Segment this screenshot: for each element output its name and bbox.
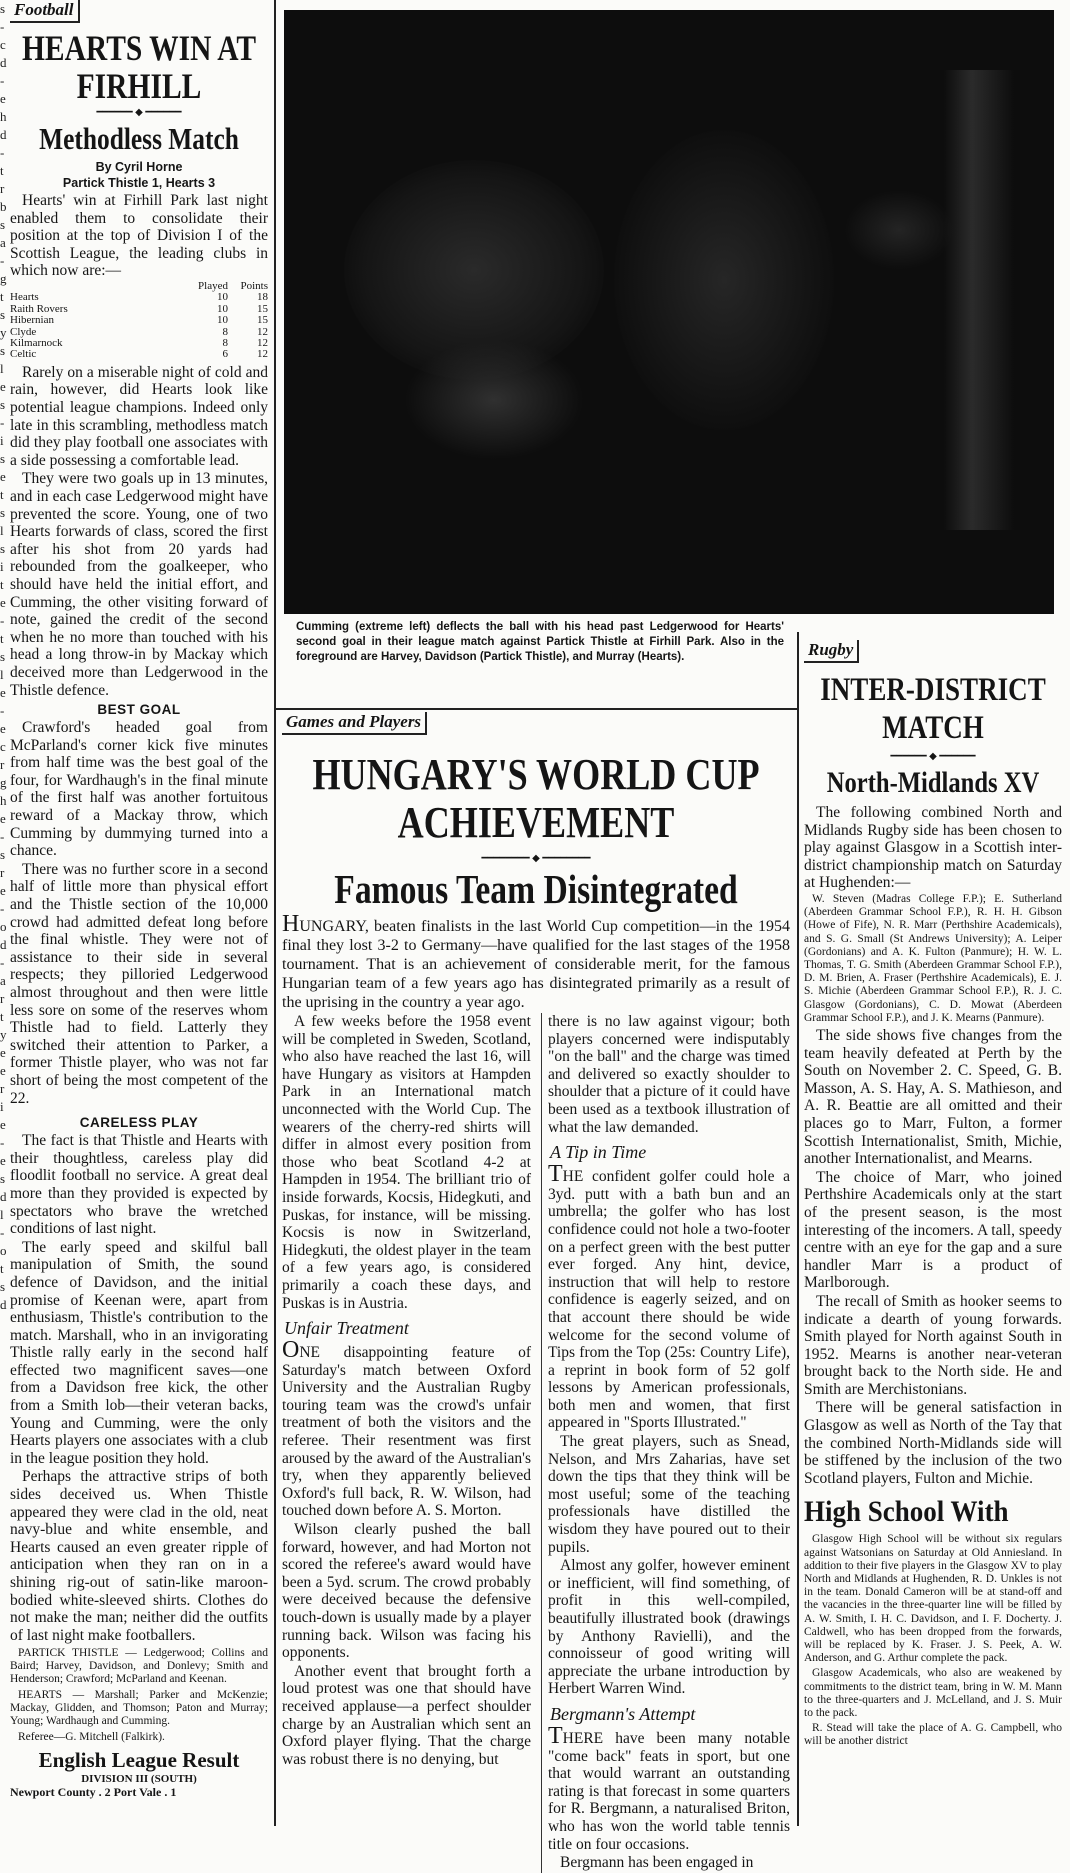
strip-glyph: r — [0, 181, 5, 196]
table-row — [10, 338, 268, 349]
strip-glyph: t — [0, 289, 4, 304]
strip-glyph: c — [0, 739, 6, 754]
strip-glyph: - — [0, 253, 5, 268]
strip-glyph: e — [0, 883, 6, 898]
byline: By Cyril Horne — [95, 160, 183, 174]
strip-glyph: a — [0, 235, 6, 250]
strip-glyph: d — [0, 127, 7, 142]
caption-text: Cumming (extreme left) deflects the ball with his head past Ledgerwood for Hearts' second goal in their league match against Partick Thistle at Firhill Park. Also in the foreground are Harvey, Davidson (Partick Thistle), and Murray (Hearts). — [296, 621, 784, 663]
paragraph: Glasgow Academicals, who also are weakened by commitments to the district team, bring in W. M. Mann to the three-quarters and J. McLelland, and J. S. Muir to the pack. — [804, 1667, 1062, 1720]
strip-glyph: e — [0, 379, 6, 394]
strip-glyph: c — [0, 37, 6, 52]
strip-glyph: b — [0, 199, 7, 214]
strip-glyph: s — [0, 217, 6, 232]
strip-glyph: o — [0, 919, 7, 934]
article-column-1 — [282, 1013, 531, 1873]
division-label: DIVISION III (SOUTH) — [81, 1773, 197, 1786]
strip-glyph: e — [0, 1153, 6, 1168]
paragraph: there is no law against vigour; both players concerned were indisputably "on the ball" and the charge was timed and delivered so exactly shoulder to shoulder that a picture of it could have been used as a textbook illustration of what the law demanded. — [548, 1013, 790, 1136]
paragraph: The fact is that Thistle and Hearts with their thoughtless, careless play did floodlit football no service. A great deal more than they provided is expected by spectators who brave the wretched conditions of last night. — [10, 1132, 268, 1238]
strip-glyph: y — [0, 325, 7, 340]
strip-glyph: o — [0, 1243, 7, 1258]
strip-glyph: d — [0, 55, 7, 70]
table-cell-played: 10 — [217, 291, 228, 304]
table-cell-team: Hibernian — [10, 314, 54, 327]
article-column-2 — [541, 1013, 790, 1873]
table-cell-played: 6 — [222, 348, 228, 361]
strip-glyph: s — [0, 505, 6, 520]
paragraph: Bergmann has been engaged in — [560, 1854, 754, 1872]
strip-glyph: - — [0, 73, 5, 88]
paragraph: THE confident golfer could hole a 3yd. putt with a bath bun and an umbrella; the golfer who has lost confidence could not hole a two-footer on a perfect green with the best putter ever forged. Any hint, device, instruction that will help to restore confidence is eagerly seized, and on that account there should be wide welcome for the second volume of Tips from the Top (25s: Country Life), a reprint in book form of 52 golf lessons by American professionals, both men and women, that first appeared in "Sports Illustrated." — [548, 1161, 790, 1432]
strip-glyph: s — [0, 649, 6, 664]
strip-glyph: - — [0, 145, 5, 160]
table-cell-team: Kilmarnock — [10, 337, 63, 349]
crosshead: Bergmann's Attempt — [550, 1703, 696, 1724]
subheadline: Methodless Match — [39, 121, 239, 156]
paragraph: Wilson clearly pushed the ball forward, however, and had Morton not scored the referee's award would have been a 5yd. scrum. The crowd probably were deceived because the defensive touch-down is usually made by a player running back. Wilson was facing his opponents. — [282, 1521, 531, 1662]
paragraph: Crawford's headed goal from McParland's corner kick five minutes from half time was the best goal of the four, for Wardhaugh's in the final minute of the first half was another fortuitous reward of a Mackay throw, which Cumming by dummying turned into a chance. — [10, 719, 268, 860]
strip-glyph: s — [0, 541, 6, 556]
crosshead: BEST GOAL — [97, 702, 181, 718]
paragraph: Almost any golfer, however eminent or inefficient, will find something, of profit in this well-compiled, beautifully illustrated book (drawings by Anthony Ravielli), and the connoisseur of good writing will appreciate the urbane introduction by Herbert Warren Wind. — [548, 1557, 790, 1698]
strip-glyph: l — [0, 361, 4, 376]
strip-glyph: l — [0, 523, 4, 538]
strip-glyph: e — [0, 1117, 6, 1132]
strip-glyph: t — [0, 163, 4, 178]
table-cell-points: 15 — [257, 302, 268, 315]
strip-glyph: - — [0, 829, 5, 844]
strip-glyph: e — [0, 595, 6, 610]
strip-glyph: - — [0, 415, 5, 430]
subheadline: North-Midlands XV — [826, 766, 1040, 799]
table-cell-played: 10 — [217, 302, 228, 315]
table-row — [10, 315, 268, 326]
paragraph: Another event that brought forth a loud protest was one that should have received applause—a perfect shoulder charge by an Australian which sent an Oxford player flying. That the charge was robust there is no denying, but — [282, 1662, 531, 1768]
paragraph: The side shows five changes from the team heavily defeated at Perth by the South on November 2. C. Speed, G. B. Masson, A. S. Hay, A. S. Mathieson, and A. R. Beattie are all omitted and their places go to Marr, Fulton, a former Scottish Internationalist, Smith, Michie, another Internationalist, and Mearns. — [804, 1027, 1062, 1168]
strip-glyph: t — [0, 631, 4, 646]
headline: INTER-DISTRICT MATCH — [820, 672, 1046, 746]
strip-glyph: - — [0, 955, 5, 970]
table-cell-points: 12 — [257, 325, 268, 338]
subheadline: Famous Team Disintegrated — [334, 866, 738, 912]
rugby-column — [804, 640, 1062, 1826]
strip-glyph: - — [0, 703, 5, 718]
strip-glyph: l — [0, 667, 4, 682]
strip-glyph: s — [0, 451, 6, 466]
team-list: W. Steven (Madras College F.P.); E. Sutherland (Aberdeen Grammar School F.P.), R. H. H. Gibson (Howe of Fife), N. R. Marr (Perthshire Academicals), and S. G. Small (St Andrews University); A. Leiper (Gordonians) and A. K. Fulton (Panmure); H. W. L. Thomas, T. G. Smith (Aberdeen Grammar School F.P.), D. M. Brien, A. Fraser (Perthshire Academicals), E. J. S. Michie (Aberdeen Grammar School F.P.), R. J. C. Glasgow (Gordonians), C. D. Mowat (Aberdeen Grammar School F.P.), and J. K. Mearns (Panmure). — [804, 892, 1062, 1024]
paragraph: There was no further score in a second half of little more than physical effort and the Thistle section of the 10,000 crowd had admitted defeat long before the final whistle. They were not of assistance to their side in several respects; they pilloried Ledgerwood almost throughout and then were little less sore on some of the reserves whom Thistle had to field. Latterly they switched their attention to Parker, a former Thistle player, who was not far short of being the most competent of the 22. — [10, 860, 268, 1107]
strip-glyph: a — [0, 973, 6, 988]
headline-ornament: ━━━━━━━━ ◆ ━━━━━━━━ — [481, 853, 591, 864]
strip-glyph: - — [0, 613, 5, 628]
strip-glyph: t — [0, 1009, 4, 1024]
match-photo — [284, 10, 1054, 614]
strip-glyph: e — [0, 1045, 6, 1060]
score-line: Partick Thistle 1, Hearts 3 — [62, 176, 216, 190]
strip-glyph: s — [0, 397, 6, 412]
referee: Referee—G. Mitchell (Falkirk). — [18, 1731, 165, 1744]
crosshead: A Tip in Time — [550, 1142, 647, 1163]
strip-glyph: h — [0, 109, 7, 124]
paragraph: Perhaps the attractive strips of both sides deceived us. When Thistle appeared they were clad in the old, neat navy-blue and white ensemble, and Hearts caused an even greater ripple of anticipation when they ran on in a shining rig-out of satin-like maroon-bodied white-sleeved shirts. Clothes do not make the man; neither did the outfits of last night make footballers. — [10, 1468, 268, 1644]
paragraph: ONE disappointing feature of Saturday's match between Oxford University and the Australian Rugby touring team was the crowd's unfair treatment of both the visitors and the referee. Their resentment was first aroused by the award of the Australian's try, when they apparently believed Oxford's full back, R. W. Wilson, had touched down before A. S. Morton. — [282, 1337, 531, 1520]
table-cell-team: Raith Rovers — [10, 302, 68, 315]
league-table — [10, 281, 268, 361]
paragraph: THERE have been many notable "come back" feats in sport, but one that would warrant an outstanding rating is that forecast in some quarters for R. Bergmann, a naturalised Briton, who has won the world table tennis title on four occasions. — [548, 1722, 790, 1853]
paragraph: The recall of Smith as hooker seems to indicate a dearth of young forwards. Smith played for North against South in 1952. Mearns is another near-veteran brought back to the North side. He and Smith are Merchistonians. — [804, 1292, 1062, 1398]
article-intro: Hearts' win at Firhill Park last night enabled them to consolidate their position at the top of Division I of the Scottish League, the leading clubs in which now are:— — [10, 192, 268, 280]
strip-glyph: r — [0, 757, 5, 772]
strip-glyph: l — [0, 1207, 4, 1222]
table-cell-points: 12 — [257, 337, 268, 349]
strip-glyph: t — [0, 1261, 4, 1276]
paragraph: Rarely on a miserable night of cold and rain, however, did Hearts look like potential league champions. Indeed only late in this scrambling, methodless match did they play football one associates with a side possessing a comfortable lead. — [10, 363, 268, 469]
strip-glyph: e — [0, 91, 6, 106]
paragraph: The great players, such as Snead, Nelson, and Mrs Zaharias, have set down the tips that they think will be most useful; some of the teaching professionals have distilled the wisdom they have poured out to their pupils. — [548, 1433, 790, 1556]
strip-glyph: - — [0, 1225, 5, 1240]
paragraph: Glasgow High School will be without six regulars against Watsonians on Saturday at Old Anniesland. In addition to their five players in the Glasgow XV to play North and Midlands at Hughenden, R. D. Unkles is not in the team. Donald Cameron will be at stand-off and the vacancies in the three-quarter line will be filled by A. W. Smith, I. H. C. Davidson, and I. F. Docherty. J. Caldwell, who has been dropped from the forwards, will be replaced by K. Fraser. J. S. Peek, A. W. Anderson, and G. Arthur complete the pack. — [804, 1533, 1062, 1665]
headline-ornament: ━━━━━━ ◆ ━━━━━━ — [890, 751, 976, 762]
strip-glyph: s — [0, 307, 6, 322]
paragraph: R. Stead will take the place of A. G. Campbell, who will be another district — [804, 1722, 1062, 1748]
table-cell-team: Celtic — [10, 348, 37, 361]
strip-glyph: - — [0, 1135, 5, 1150]
strip-glyph: d — [0, 1189, 7, 1204]
football-column — [10, 0, 268, 1826]
table-cell-points: 15 — [257, 314, 268, 327]
crosshead: CARELESS PLAY — [79, 1115, 199, 1131]
headline: HUNGARY'S WORLD CUP ACHIEVEMENT — [312, 750, 760, 847]
column-rule — [797, 632, 799, 1826]
strip-glyph: i — [0, 433, 4, 448]
column-rule — [274, 0, 276, 1826]
paragraph: They were two goals up in 13 minutes, and in each case Ledgerwood might have prevented the score. Young, one of two Hearts forwards of class, scored the first after his shot from 20 yards had rebounded from the goalkeeper, who should have held the initial effort, and Cumming, the other visiting forward of note, gained the credit of the second when he no more than touched with his head a long throw-in by Mackay which deceived more than Ledgerwood in the Thistle defence. — [10, 470, 268, 699]
table-cell-points: 18 — [257, 291, 268, 304]
section-label: Football — [10, 0, 80, 23]
strip-glyph: r — [0, 865, 5, 880]
table-cell-played: 8 — [222, 325, 228, 338]
games-column — [282, 712, 790, 1872]
team-list: PARTICK THISTLE — Ledgerwood; Collins and Baird; Harvey, Davidson, and Donlevy; Smith and Henderson; Crawford; McParland and Keenan. — [10, 1647, 268, 1686]
photo-caption — [296, 620, 784, 665]
table-cell-team: Hearts — [10, 291, 39, 304]
table-header: Points — [240, 279, 268, 292]
paragraph: The early speed and skilful ball manipulation of Smith, the sound defence of Davidson, and the initial promise of Keenan were, apart from enthusiasm, Thistle's contribution to the match. Marshall, who in an invigorating Thistle rally early in the second half effected two magnificent saves—one from a Davidson free kick, the other from a Smith lob—their veteran backs, Young and Cumming, were the only Hearts players one associates with a club in the league position they hold. — [10, 1238, 268, 1467]
strip-glyph: e — [0, 1063, 6, 1078]
cutoff-column-strip — [0, 0, 7, 1826]
strip-glyph: g — [0, 775, 7, 790]
result-line: Newport County . 2 Port Vale . 1 — [10, 1785, 177, 1800]
section-label: Rugby — [804, 640, 859, 663]
strip-glyph: s — [0, 1, 6, 16]
crosshead: Unfair Treatment — [284, 1318, 409, 1339]
table-row — [10, 349, 268, 360]
strip-glyph: r — [0, 991, 5, 1006]
strip-glyph: s — [0, 1171, 6, 1186]
strip-glyph: d — [0, 1297, 7, 1312]
table-cell-team: Clyde — [10, 325, 37, 338]
second-headline: High School With — [804, 1495, 1009, 1529]
paragraph: The following combined North and Midlands Rugby side has been chosen to play against Glasgow in a Scottish inter-district championship match on Saturday at Hughenden:— — [804, 804, 1062, 892]
paragraph: A few weeks before the 1958 event will be completed in Sweden, Scotland, who also have reached the last 16, will have Hungary as visitors at Hampden Park in an International match unconnected with the World Cup. The wearers of the cherry-red shirts will differ in almost every position from those who beat Scotland 4-2 at Hampden in 1954. The brilliant trio of inside forwards, Kocsis, Hidegkuti, and Puskas, for instance, will be missing. Kocsis is now in Switzerland, Hidegkuti, the oldest player in the team of a few years ago, is considered primarily a coach these days, and Puskas is in Austria. — [282, 1013, 531, 1312]
strip-glyph: e — [0, 811, 6, 826]
paragraph: There will be general satisfaction in Glasgow as well as North of the Tay that the combined North-Midlands side will be stiffened by the inclusion of the two Scotland players, Fulton and Michie. — [804, 1399, 1062, 1487]
strip-glyph: i — [0, 1099, 4, 1114]
strip-glyph: g — [0, 271, 7, 286]
strip-glyph: d — [0, 937, 7, 952]
strip-glyph: y — [0, 1027, 7, 1042]
strip-glyph: e — [0, 469, 6, 484]
section-label: Games and Players — [282, 712, 427, 735]
strip-glyph: r — [0, 1081, 5, 1096]
strip-glyph: s — [0, 847, 6, 862]
strip-glyph: - — [0, 901, 5, 916]
strip-glyph: i — [0, 559, 4, 574]
strip-glyph: e — [0, 685, 6, 700]
headline-ornament: ━━━━━━ ◆ ━━━━━━ — [96, 107, 182, 118]
section-rule — [274, 708, 797, 710]
table-header: Played — [198, 279, 228, 292]
headline: HEARTS WIN AT FIRHILL — [21, 28, 257, 106]
paragraph: The choice of Marr, who joined Perthshire Academicals only at the start of the present season, is the most interesting of the incomers. A tall, speedy centre with an eye for the gap and a sure handler Marr is a product of Marlborough. — [804, 1168, 1062, 1292]
team-list: HEARTS — Marshall; Parker and McKenzie; Mackay, Glidden, and Thomson; Paton and Murray; Young; Wardhaugh and Cumming. — [10, 1689, 268, 1728]
lead-paragraph: HUNGARY, beaten finalists in the last World Cup competition—in the 1954 final they lost 3-2 to Germany—have qualified for the last stages of the 1958 tournament. That is an achievement of considerable merit, for the famous Hungarian team of a few years ago has disintegrated primarily as a result of the uprising in the country a year ago. — [282, 911, 790, 1011]
strip-glyph: t — [0, 487, 4, 502]
strip-glyph: e — [0, 721, 6, 736]
strip-glyph: s — [0, 1279, 6, 1294]
strip-glyph: h — [0, 793, 7, 808]
drop-cap: H — [282, 911, 300, 937]
table-cell-played: 10 — [217, 314, 228, 327]
table-cell-played: 8 — [222, 337, 228, 349]
english-league-title: English League Result — [38, 1748, 240, 1773]
strip-glyph: s — [0, 343, 6, 358]
strip-glyph: t — [0, 577, 4, 592]
strip-glyph: - — [0, 19, 5, 34]
table-cell-points: 12 — [257, 348, 268, 361]
